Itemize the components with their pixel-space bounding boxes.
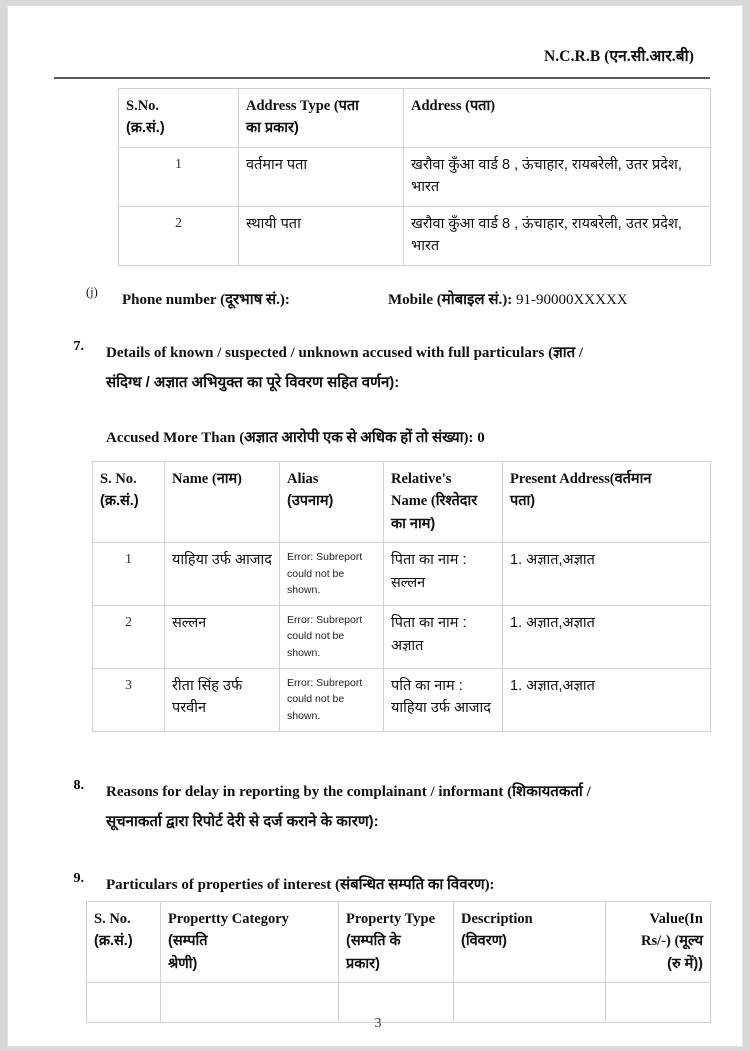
accused-col-name: Name (नाम) [165,462,280,543]
property-col-description-hi: (विवरण) [461,933,507,950]
property-col-sno-en: S. No. [94,911,131,927]
address-col-type [239,89,404,148]
accused-table-header-row [93,462,711,543]
accused-col-relative [384,462,503,543]
mobile-number-label: Mobile (मोबाइल सं.): [388,292,513,308]
section-7-line1: Details of known / suspected / unknown accused with full particulars (ज्ञात / [106,345,584,361]
property-col-description-en: Description [461,911,533,927]
property-col-category-hi1: (सम्पति [168,933,208,950]
address-col-address: Address (पता) [404,89,711,148]
accused-row-present-address: 1. अज्ञात,अज्ञात [503,669,711,732]
mobile-number-value: 91-90000XXXXX [515,292,628,308]
property-col-type-hi2: प्रकार) [346,955,380,972]
accused-row-sno: 2 [93,606,165,669]
section-8-number: 8. [73,778,84,793]
address-row-sno: 2 [119,206,239,265]
accused-col-alias-hi: (उपनाम) [287,493,334,510]
property-col-sno [87,902,161,983]
property-table-wrapper [86,901,710,1023]
page-number: 3 [374,1016,382,1031]
accused-col-relative-en: Relative's [391,471,452,487]
accused-more-than-value: 0 [477,430,485,446]
accused-row-relative: पति का नाम : याहिया उर्फ आजाद [384,669,503,732]
accused-table-wrapper [92,461,710,732]
phone-number-label: Phone number (दूरभाष सं.): [122,292,290,308]
section-7 [60,339,686,398]
table-row [119,147,711,206]
address-col-type-en: Address Type (पता [246,98,359,114]
page-content [46,6,710,1046]
section-7-text [106,339,686,398]
accused-row-name: सल्लन [165,606,280,669]
address-table-header-row [119,89,711,148]
table-row [119,206,711,265]
property-col-sno-hi: (क्र.सं.) [94,933,133,950]
accused-col-alias-en: Alias [287,471,319,487]
section-9-text [106,871,686,900]
mobile-number-group [388,289,628,309]
accused-row-alias-error: Error: Subreport could not be shown. [280,543,384,606]
accused-more-than-label: Accused More Than (अज्ञात आरोपी एक से अधिक हों तो संख्या): [106,430,474,446]
accused-row-present-address: 1. अज्ञात,अज्ञात [503,606,711,669]
property-col-category-hi2: श्रेणी) [168,955,198,972]
property-table-header-row [87,902,711,983]
address-row-sno: 1 [119,147,239,206]
table-row [93,606,711,669]
accused-row-alias-error: Error: Subreport could not be shown. [280,669,384,732]
property-col-type-en: Property Type [346,911,436,927]
table-row [93,669,711,732]
section-8-text [106,778,686,837]
address-table [118,88,711,266]
accused-row-alias-error: Error: Subreport could not be shown. [280,606,384,669]
section-8 [60,778,686,837]
accused-col-present-address [503,462,711,543]
address-row-type: स्थायी पता [239,206,404,265]
property-col-value-hi2: (रु में)) [667,955,703,972]
accused-row-sno: 3 [93,669,165,732]
section-8-line2: सूचनाकर्ता द्वारा रिपोर्ट देरी से दर्ज कराने के कारण): [106,813,379,831]
table-row [93,543,711,606]
address-col-sno-hi: (क्र.सं.) [126,120,165,137]
section-7-line2: संदिग्ध / अज्ञात अभियुक्त का पूरे विवरण सहित वर्णन): [106,374,400,392]
accused-col-alias [280,462,384,543]
property-col-type [339,902,454,983]
accused-col-present-address-en: Present Address(वर्तमान [510,471,652,487]
address-row-address: खरौवा कुँआ वार्ड 8 , ऊंचाहार, रायबरेली, उतर प्रदेश, भारत [404,206,711,265]
header-divider [54,77,710,79]
accused-table [92,461,711,732]
accused-more-than-row [106,427,485,447]
address-col-type-hi: का प्रकार) [246,120,299,137]
accused-col-relative-hi2: का नाम) [391,515,436,532]
section-9 [60,871,686,900]
page-title: N.C.R.B (एन.सी.आर.बी) [544,48,694,65]
section-9-number: 9. [73,871,84,886]
section-8-line1: Reasons for delay in reporting by the complainant / informant (शिकायतकर्ता / [106,784,591,800]
property-table [86,901,711,1023]
document-page [8,6,742,1046]
accused-row-name: रीता सिंह उर्फ परवीन [165,669,280,732]
accused-col-relative-hi1: Name (रिश्तेदार [391,493,478,510]
property-col-value-hi1: Rs/-) (मूल्य [641,933,703,950]
address-row-address: खरौवा कुँआ वार्ड 8 , ऊंचाहार, रायबरेली, उतर प्रदेश, भारत [404,147,711,206]
address-col-sno-en: S.No. [126,98,160,114]
accused-col-sno-en: S. No. [100,471,137,487]
accused-col-present-address-hi: पता) [510,493,536,510]
property-col-description [454,902,606,983]
address-row-type: वर्तमान पता [239,147,404,206]
accused-row-relative: पिता का नाम : अज्ञात [384,606,503,669]
accused-row-sno: 1 [93,543,165,606]
property-col-category [161,902,339,983]
accused-col-sno [93,462,165,543]
accused-col-sno-hi: (क्र.सं.) [100,493,139,510]
address-table-wrapper [118,88,710,266]
accused-row-present-address: 1. अज्ञात,अज्ञात [503,543,711,606]
property-col-value-en: Value(In [649,911,703,927]
phone-item-marker: (j) [86,285,98,299]
section-9-line1: Particulars of properties of interest (संबन्धित सम्पति का विवरण): [106,877,495,893]
property-col-value [606,902,711,983]
property-col-type-hi1: (सम्पति के [346,933,401,950]
accused-row-name: याहिया उर्फ आजाद [165,543,280,606]
section-7-number: 7. [73,339,84,354]
property-col-category-en: Propertty Category [168,911,289,927]
address-col-sno [119,89,239,148]
accused-row-relative: पिता का नाम : सल्लन [384,543,503,606]
